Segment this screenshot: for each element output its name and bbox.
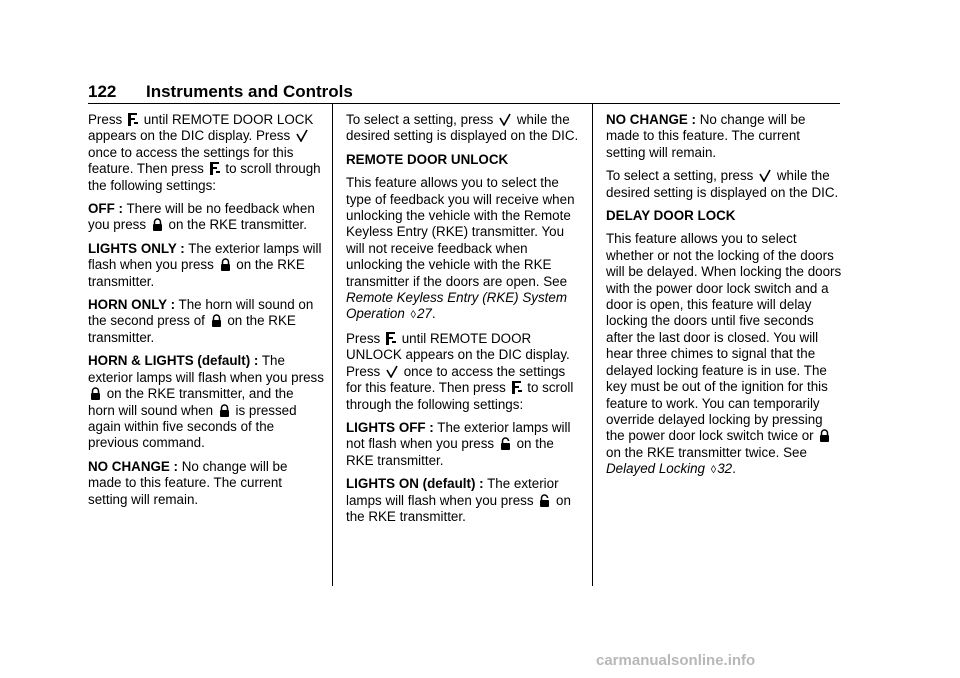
lock-icon	[211, 314, 222, 327]
column-divider	[332, 104, 333, 586]
checkmark-icon	[499, 113, 511, 126]
checkmark-icon	[386, 365, 398, 378]
paragraph: This feature allows you to select whether or not the locking of the doors will be delayed. When locking the doors with the power door lock switch and a door is open, this feature will delay locking the doors until five seconds after the last door is closed. You will hear three chimes to signal that the delayed locking feature is in use. The key must be out of the ignition for this feature to work. You can temporarily override delayed locking by pressing the power door lock switch twice or on the RKE transmitter twice. See Delayed Locking ◊32.	[606, 231, 842, 477]
paragraph: LIGHTS ONLY : The exterior lamps will flash when you press on the RKE transmitter.	[88, 240, 322, 289]
page-reference[interactable]: 32	[717, 461, 733, 477]
column-1	[88, 112, 324, 515]
lock-icon	[220, 258, 231, 271]
menu-icon	[512, 381, 522, 394]
checkmark-icon	[759, 169, 771, 182]
lock-icon	[152, 218, 163, 231]
watermark: carmanualsonline.info	[596, 652, 756, 669]
paragraph: Press until REMOTE DOOR UNLOCK appears on the DIC display. Press once to access the settings for this feature. Then press to scroll through the following settings:	[346, 330, 574, 412]
page-number: 122	[88, 82, 117, 101]
menu-icon	[128, 113, 138, 126]
column-3	[606, 112, 842, 486]
paragraph: LIGHTS ON (default) : The exterior lamps will flash when you press on the RKE transmitter.	[346, 476, 571, 524]
lock-icon	[90, 387, 101, 400]
section-heading: DELAY DOOR LOCK	[606, 208, 736, 224]
menu-icon	[210, 162, 220, 175]
cross-reference-link[interactable]: Remote Keyless Entry (RKE) System Operation	[346, 290, 568, 322]
paragraph: NO CHANGE : No change will be made to this feature. The current setting will remain.	[88, 458, 288, 507]
paragraph: This feature allows you to select the type of feedback you will receive when unlocking the vehicle with the Remote Keyless Entry (RKE) transmitter. You will not receive feedback when unlocking the vehicle with the RKE transmitter if the doors are open. See Remote Keyless Entry (RKE) System Operation ◊27.	[346, 175, 575, 322]
lock-icon	[819, 429, 830, 442]
paragraph: To select a setting, press while the desired setting is displayed on the DIC.	[606, 168, 839, 200]
section-heading: REMOTE DOOR UNLOCK	[346, 151, 509, 167]
unlock-icon	[500, 437, 511, 450]
page-ref-icon: ◊	[410, 309, 416, 322]
column-2	[346, 112, 582, 532]
menu-icon	[386, 332, 396, 345]
page-header	[88, 82, 840, 108]
page-reference[interactable]: 27	[416, 306, 432, 322]
header-rule	[88, 103, 840, 104]
paragraph: Press until REMOTE DOOR LOCK appears on the DIC display. Press once to access the settings for this feature. Then press to scroll through the following settings:	[88, 112, 321, 193]
cross-reference-link[interactable]: Delayed Locking	[606, 461, 706, 477]
paragraph: LIGHTS OFF : The exterior lamps will not flash when you press on the RKE transmitter.	[346, 419, 571, 468]
column-divider	[592, 104, 593, 586]
section-title: Instruments and Controls	[146, 82, 353, 101]
paragraph: NO CHANGE : No change will be made to this feature. The current setting will remain.	[606, 112, 806, 160]
paragraph: OFF : There will be no feedback when you press on the RKE transmitter.	[88, 201, 315, 233]
paragraph: HORN & LIGHTS (default) : The exterior lamps will flash when you press on the RKE transmitter, and the horn will sound when is pressed again within five seconds of the previous command.	[88, 353, 324, 451]
page-ref-icon: ◊	[710, 464, 717, 477]
paragraph: To select a setting, press while the desired setting is displayed on the DIC.	[346, 112, 579, 144]
checkmark-icon	[296, 129, 308, 142]
unlock-icon	[539, 494, 550, 507]
lock-icon	[219, 404, 230, 417]
paragraph: HORN ONLY : The horn will sound on the second press of on the RKE transmitter.	[88, 297, 314, 345]
